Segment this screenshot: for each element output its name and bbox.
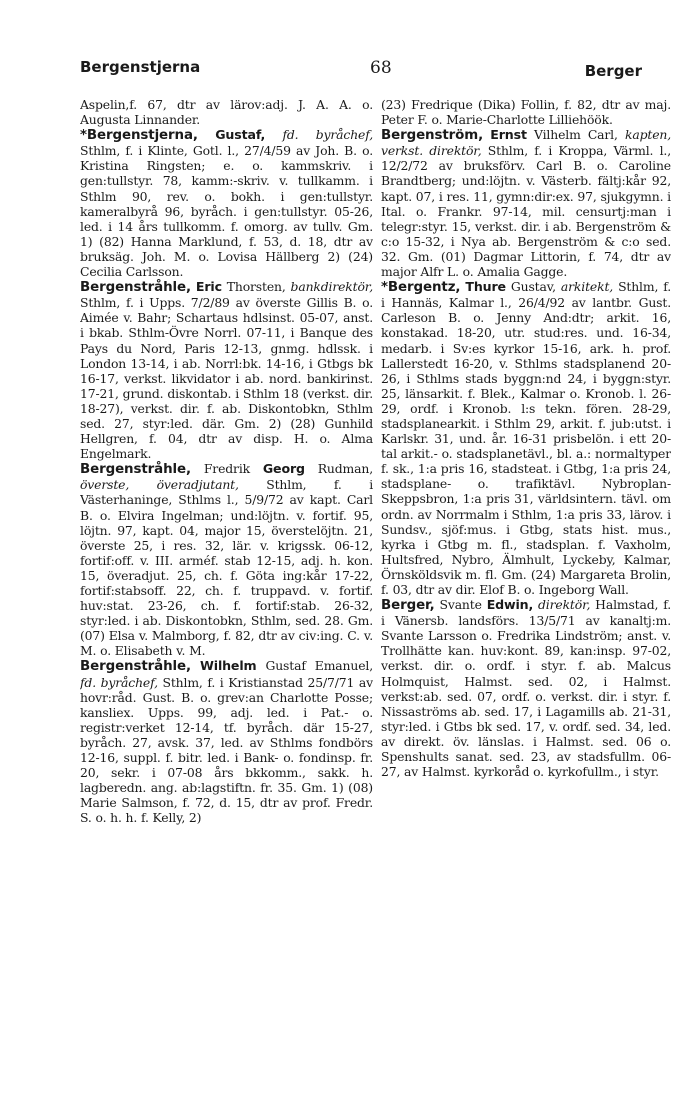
entry-marker: * xyxy=(80,128,87,144)
entry-text: Halmstad, f. i Vänersb. landsförs. 13/5/71 av kanaltj:m. Svante Larsson o. Fredrika Lindström; anst. v. Trollhätte kan. huv:kont. 89, kan:insp. 97-02, verkst. dir. o. ordf. i styr. f. ab. Malcus Holmquist, Halmst. sed. 02, i Halmst. verkst:ab. sed. 07, ordf. o. verkst. dir. i styr. f. Nissaströms ab. sed. 17, i Lagamills ab. 21-31, styr:led. i Gtbs bk sed. 17, v. ordf. sed. 34, led. av direkt. öv. länslas. i Halmst. sed. 06 o. Spenshults sanat. sed. 23, av stadsfullm. 06-27, av Halmst. kyrkoråd o. kyrkofullm., i styr. xyxy=(381,597,671,780)
entry-given-name: Eric xyxy=(195,279,222,295)
biography-entry xyxy=(381,597,671,779)
biography-entry xyxy=(80,658,373,825)
entry-text: Sthlm, f. i Hannäs, Kalmar l., 26/4/92 av lantbr. Gust. Carleson B. o. Jenny And:dtr; arkit. 16, konstakad. 18-20, utr. stud:res. und. 16-34, medarb. i Sv:es kyrkor 15-16, ark. h. prof. Lallerstedt 16-20, v. Sthlms stadsplanend 20-26, i Sthlms stads byggn:nd 24, i byggn:styr. 25, länsarkit. f. Blek., Kalmar o. Kronob. l. 26-29, ordf. i Kronob. l:s tekn. fören. 28-29, stadsplanearkit. i Sthlm 29, arkit. f. jub:utst. i Karlskr. 31, und. år. 16-31 prisbelön. i ett 20-tal arkit.- o. stadsplanetävl., bl. a.: normaltyper f. sk., 1:a pris 16, stadsteat. i Gtbg, 1:a pris 24, stadsplane- o. trafiktävl. Nybroplan-Skeppsbron, 1:a pris 31, världsintern. tävl. om ordn. av Norrmalm i Sthlm, 1:a pris 33, lärov. i Sundsv., sjöf:mus. i Gtbg, stats hist. mus., kyrka i Gtbg m. fl., stadsplan. f. Vaxholm, Hultsfred, Nybro, Älmhult, Lyckeby, Kalmar, Örnsköldsvik m. fl. Gm. (24) Margareta Brolin, f. 03, dtr av dir. Elof B. o. Ingeborg Wall. xyxy=(381,279,671,597)
entry-profession: direktör, xyxy=(538,597,591,613)
entry-text: (23) Fredrique (Dika) Follin, f. 82, dtr av maj. Peter F. o. Marie-Charlotte Lilliehöök. xyxy=(381,97,671,128)
entry-text: Sthlm, f. i Västerhaninge, Sthlms l., 5/9/72 av kapt. Carl B. o. Elvira Ingelman; und:löjtn. v. fortif. 95, löjtn. 97, kapt. 04, major 15, överstelöjtn. 21, överste 25, i res. 32, lär. v. krigssk. 06-12, fortif:off. v. III. arméf. stab 12-15, adj. h. kon. 15, överadjut. 25, ch. f. Göta ing:kår 17-22, fortif:stabsoff. 22, ch. f. truppavd. v. fortif. huv:stat. 23-26, ch. f. fortif:stab. 26-32, styr:led. i ab. Diskontobkn, Sthlm, sed. 28. Gm. (07) Elsa v. Malmborg, f. 82, dtr av civ:ing. C. v. M. o. Elisabeth v. M. xyxy=(80,477,373,659)
entry-surname: Bergenström, xyxy=(381,128,484,144)
page-header xyxy=(80,52,642,80)
entry-given-name: Edwin, xyxy=(486,597,534,613)
entry-surname: Bergentz, xyxy=(387,280,461,296)
entry-prefix-name: Svante xyxy=(439,597,482,613)
entry-given-name: Thure xyxy=(465,279,506,295)
entry-surname: Bergenstjerna, xyxy=(86,128,198,144)
entry-text: Sthlm, f. i Kristianstad 25/7/71 av hovr:råd. Gust. B. o. grev:an Charlotte Posse; kansliex. Upps. 99, adj. led. i Pat.- o. registr:verket 12-14, tf. byråch. där 15-27, byråch. 27, avsk. 37, led. av Sthlms fondbörs 12-16, suppl. f. bitr. led. i Bank- o. fondinsp. fr. 20, sekr. i 07-08 års bkkomm., sakk. h. lagberedn. ang. ab:lagstiftn. fr. 35. Gm. 1) (08) Marie Salmson, f. 72, d. 15, dtr av prof. Fredr. S. o. h. h. f. Kelly, 2) xyxy=(80,674,373,826)
entry-marker: * xyxy=(381,280,388,296)
biography-entry xyxy=(381,279,671,597)
biography-entry xyxy=(80,97,373,127)
entry-given-name: Wilhelm xyxy=(200,658,257,674)
entry-middle-names: Vilhelm Carl, xyxy=(534,127,618,143)
entry-given-name: Gustaf, xyxy=(215,127,266,143)
entry-text: Sthlm, f. i Upps. 7/2/89 av överste Gillis B. o. Aimée v. Bahr; Schartaus hdlsinst. 05-07, anst. i bkab. Sthlm-Övre Norrl. 07-11, i Banque des Pays du Nord, Paris 12-13, gnmg. hdlssk. i London 13-14, i ab. Norrl:bk. 14-16, i Gtbgs bk 16-17, verkst. likvidator i ab. nord. bankirinst. 17-21, grund. diskontab. i Sthlm 18 (verkst. dir. 18-27), verkst. dir. f. ab. Diskontobkn, Sthlm sed. 27, styr:led. där. Gm. 2) (28) Gunhild Hellgren, f. 04, dtr av disp. H. o. Alma Engelmark. xyxy=(80,295,373,462)
entry-given-name: Ernst xyxy=(490,127,527,143)
entry-surname: Berger, xyxy=(381,598,435,614)
entry-surname: Bergenstråhle, xyxy=(80,659,191,675)
biography-entry xyxy=(80,127,373,279)
header-left-catchword: Bergenstjerna xyxy=(80,58,201,76)
entry-given-name: Georg xyxy=(262,461,305,477)
biography-entry xyxy=(381,97,671,127)
entry-profession: arkitekt, xyxy=(560,279,614,295)
entry-text: Aspelin,f. 67, dtr av lärov:adj. J. A. A. o. Augusta Linnander. xyxy=(80,97,373,128)
header-right-catchword: Berger xyxy=(584,62,642,80)
entry-text: Sthlm, f. i Kroppa, Värml. l., 12/2/72 av bruksförv. Carl B. o. Caroline Brandtberg; und:löjtn. v. Västerb. fältj:kår 92, kapt. 07, i res. 11, gymn:dir:ex. 97, sjukgymn. i Ital. o. Frankr. 97-14, mil. censurtj:man i telegr:styr. 15, verkst. dir. i ab. Bergenström & c:o 15-32, i Nya ab. Bergenström & c:o sed. 32. Gm. (01) Dagmar Littorin, f. 74, dtr av major Alfr L. o. Amalia Gagge. xyxy=(381,143,671,280)
page-number: 68 xyxy=(370,58,392,78)
entry-middle-names: Gustaf Emanuel, xyxy=(265,658,373,674)
entry-profession: kapten, verkst. direktör, xyxy=(381,127,671,159)
entry-prefix-name: Fredrik xyxy=(203,461,250,477)
entry-profession: fd. byråchef, xyxy=(282,127,373,143)
entry-text: Sthlm, f. i Klinte, Gotl. l., 27/4/59 av Joh. B. o. Kristina Ringsten; e. o. kammskriv. i gen:tullstyr. 78, kamm:-skriv. v. tullkamm. i Sthlm 90, rev. o. bokh. i gen:tullstyr. kameralbyrå 96, byråch. i gen:tullstyr. 05-26, led. i 14 års tullkomm. f. omorg. av tullv. Gm. 1) (82) Hanna Marklund, f. 53, d. 18, dtr av bruksäg. Joh. M. o. Lovisa Hällberg 2) (24) Cecilia Carlsson. xyxy=(80,143,373,280)
entry-middle-names: Rudman, xyxy=(317,461,373,477)
entry-surname: Bergenstråhle, xyxy=(80,280,191,296)
biography-entry xyxy=(80,461,373,658)
entry-profession: överste, överadjutant, xyxy=(80,477,239,493)
right-column xyxy=(381,97,671,1077)
entry-middle-names: Gustav, xyxy=(510,279,556,295)
entry-middle-names: Thorsten, xyxy=(226,279,286,295)
entry-surname: Bergenstråhle, xyxy=(80,462,191,478)
biography-entry xyxy=(80,279,373,461)
entry-profession: bankdirektör, xyxy=(290,279,373,295)
left-column xyxy=(80,97,373,1077)
biography-entry xyxy=(381,127,671,279)
entry-profession: fd. byråchef, xyxy=(80,674,158,690)
